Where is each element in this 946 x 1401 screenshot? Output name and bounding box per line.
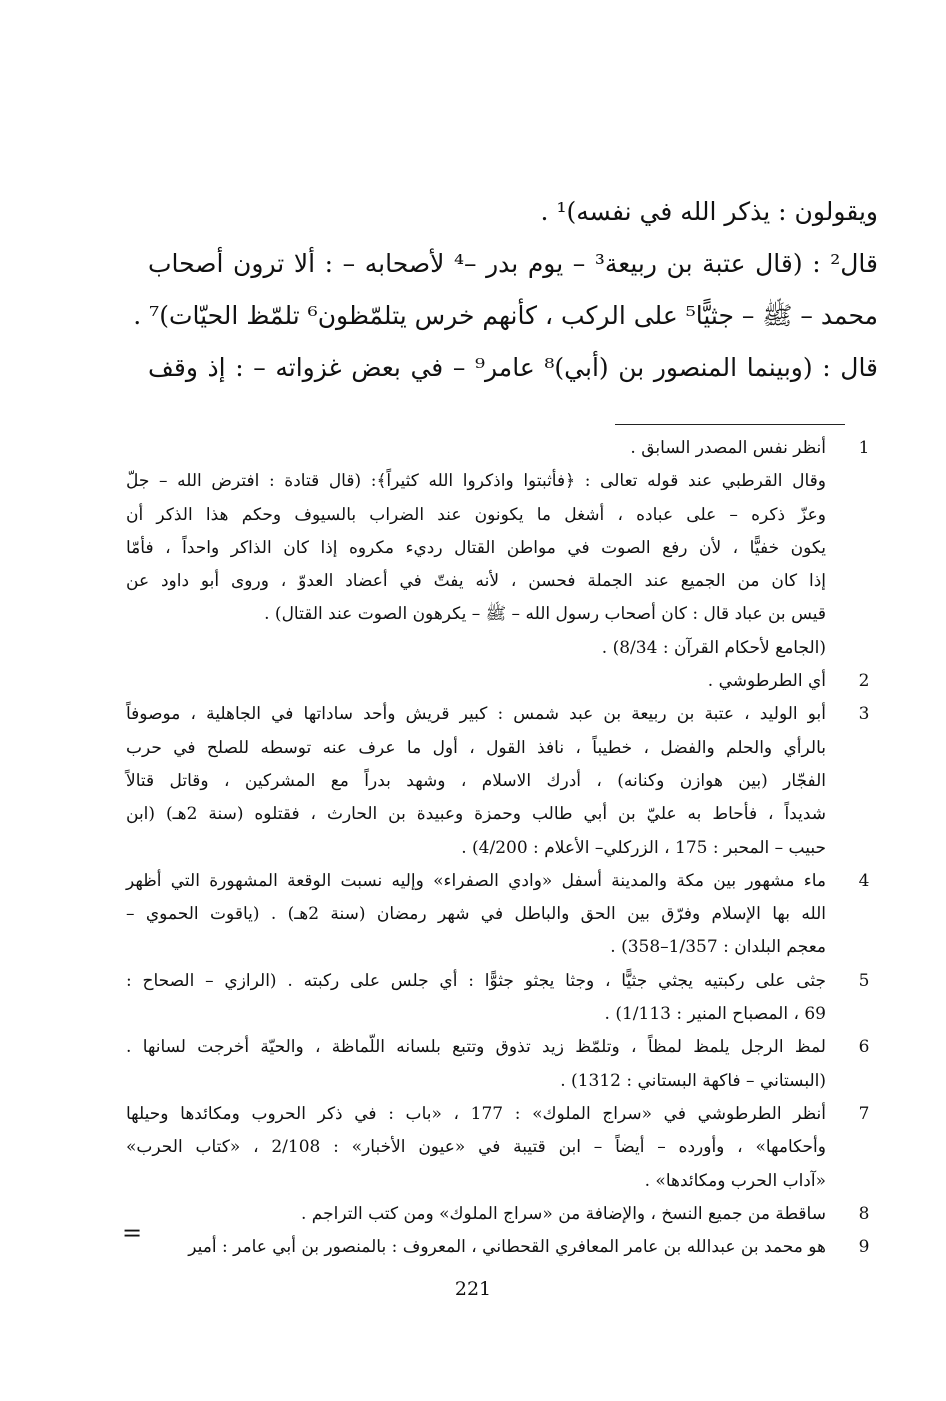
footnote-line: يكون خفيًّا ، لأن رفع الصوت في مواطن القتال رديء مكروه إذا كان الذاكر واحداً ، فأمّا: [126, 537, 826, 558]
footnote-number: 7: [858, 1103, 870, 1124]
footnote-line: 69 ، المصباح المنير : 1/113) .: [604, 1004, 826, 1025]
main-text-line: قال² : (قال عتبة بن ربيعة³ – يوم بدر –⁴ لأصحابه – : ألا ترون أصحاب: [148, 249, 878, 278]
footnote-line: جثى على ركبتيه يجثي جثيًّا ، وجثا يجثو جثوًّا : أي جلس على ركبته . (الرازي – الصحاح :: [126, 970, 826, 991]
footnote-number: 9: [858, 1237, 870, 1258]
footnote-number: 2: [858, 671, 870, 692]
main-text-line: محمد – ﷺ – جثيًّا⁵ على الركب ، كأنهم خرس يتلمّظون⁶ تلمّظ الحيّات)⁷ .: [133, 301, 878, 330]
footnote: [126, 1098, 870, 1198]
footnote-line: ماء مشهور بين مكة والمدينة أسفل «وادي الصفراء» وإليه نسبت الوقعة المشهورة التي أظهر: [126, 870, 826, 891]
footnote-line: معجم البلدان : 1/357–358) .: [610, 937, 826, 958]
footnote: [126, 665, 870, 698]
footnote-line: أبو الوليد ، عتبة بن ربيعة بن عبد شمس : كبير قريش وأحد ساداتها في الجاهلية ، موصوفاً: [126, 704, 826, 725]
footnote: [126, 1231, 870, 1264]
footnote-line: وأحكامها» ، وأورده – أيضاً – ابن قتيبة في «عيون الأخبار» : 2/108 ، «كتاب الحرب»: [126, 1137, 826, 1158]
footnote-line: إذا كان من الجميع عند الجملة فحسن ، لأنه يفتّ في أعضاد العدوّ ، وروى أبو داود عن: [126, 571, 826, 592]
main-text-line: ويقولون : يذكر الله في نفسه)¹ .: [540, 197, 878, 226]
footnote-line: أي الطرطوشي .: [707, 671, 826, 692]
footnote-number: 3: [858, 704, 870, 725]
footnote-number: 8: [858, 1203, 870, 1224]
page-number: 221: [454, 1278, 492, 1300]
footnote-line: (البستاني – فاكهة البستاني : 1312) .: [560, 1070, 826, 1091]
main-text-line: قال : (وبينما المنصور بن (أبي)⁸ عامر⁹ – في بعض غزواته – : إذ وقف: [148, 353, 879, 382]
footnote-number: 6: [858, 1037, 870, 1058]
footnote-number: 4: [858, 870, 870, 891]
footnote-line: «آداب الحرب ومكائدها» .: [644, 1170, 826, 1191]
footnote-line: وعزّ ذكره – على عباده ، أشغل ما يكونون عند الضراب بالسيوف وحكم هذا الذكر أن: [126, 504, 826, 525]
footnote-line: بالرأي والحلم والفضل ، خطيباً ، نافذ القول ، أول ما عرف عنه توسطه للصلح في حرب: [126, 737, 826, 758]
footnote: [126, 1198, 870, 1231]
footnote-number: 1: [858, 438, 870, 458]
footnote: [126, 865, 870, 965]
footnote-line: الله بها الإسلام وفرّق بين الحق والباطل في شهر رمضان (سنة 2هـ) . (ياقوت الحموي –: [126, 904, 826, 925]
footnotes: [126, 432, 870, 1264]
continuation-mark: =: [122, 1219, 143, 1247]
footnote-line: قيس بن عباد قال : كان أصحاب رسول الله – ﷺ – يكرهون الصوت عند القتال) .: [264, 604, 826, 625]
footnote: [126, 432, 870, 665]
footnote-line: (الجامع لأحكام القرآن : 8/34) .: [601, 637, 826, 658]
footnote-line: أنظر نفس المصدر السابق .: [630, 438, 826, 458]
footnote-line: هو محمد بن عبدالله بن عامر المعافري القحطاني ، المعروف : بالمنصور بن أبي عامر : أمير: [188, 1237, 826, 1258]
footnote-line: حبيب – المحبر : 175 ، الزركلي– الأعلام : 4/200) .: [461, 837, 826, 858]
footnote-line: وقال القرطبي عند قوله تعالى : ﴿فأثبتوا واذكروا الله كثيراً﴾: (قال قتادة : افترض الله – جلّ: [126, 471, 826, 492]
footnote-line: أنظر الطرطوشي في «سراج الملوك» : 177 ، «باب : في ذكر الحروب ومكائدها وحيلها: [126, 1103, 826, 1124]
footnote-line: الفجّار (بين هوازن وكنانه) ، أدرك الاسلام ، وشهد بدراً مع المشركين ، وقاتل قتالاً: [126, 770, 826, 791]
footnote-line: شديداً ، فأحاط به عليّ بن أبي طالب وحمزة وعبيدة بن الحارث ، فقتلوه (سنة 2هـ) (ابن: [126, 804, 826, 825]
footnote: [126, 1031, 870, 1098]
footnote-line: ساقطة من جميع النسخ ، والإضافة من «سراج الملوك» ومن كتب التراجم .: [300, 1203, 826, 1224]
footnote: [126, 965, 870, 1032]
footnote-line: لمظ الرجل يلمظ لمظاً ، وتلمّظ زيد تذوق وتتبع بلسانه اللّماظة ، والحيّة أخرجت لسانها .: [126, 1037, 826, 1058]
footnote-separator: [615, 424, 845, 425]
footnote-number: 5: [858, 970, 870, 991]
footnote: [126, 698, 870, 864]
main-text: [133, 186, 879, 394]
